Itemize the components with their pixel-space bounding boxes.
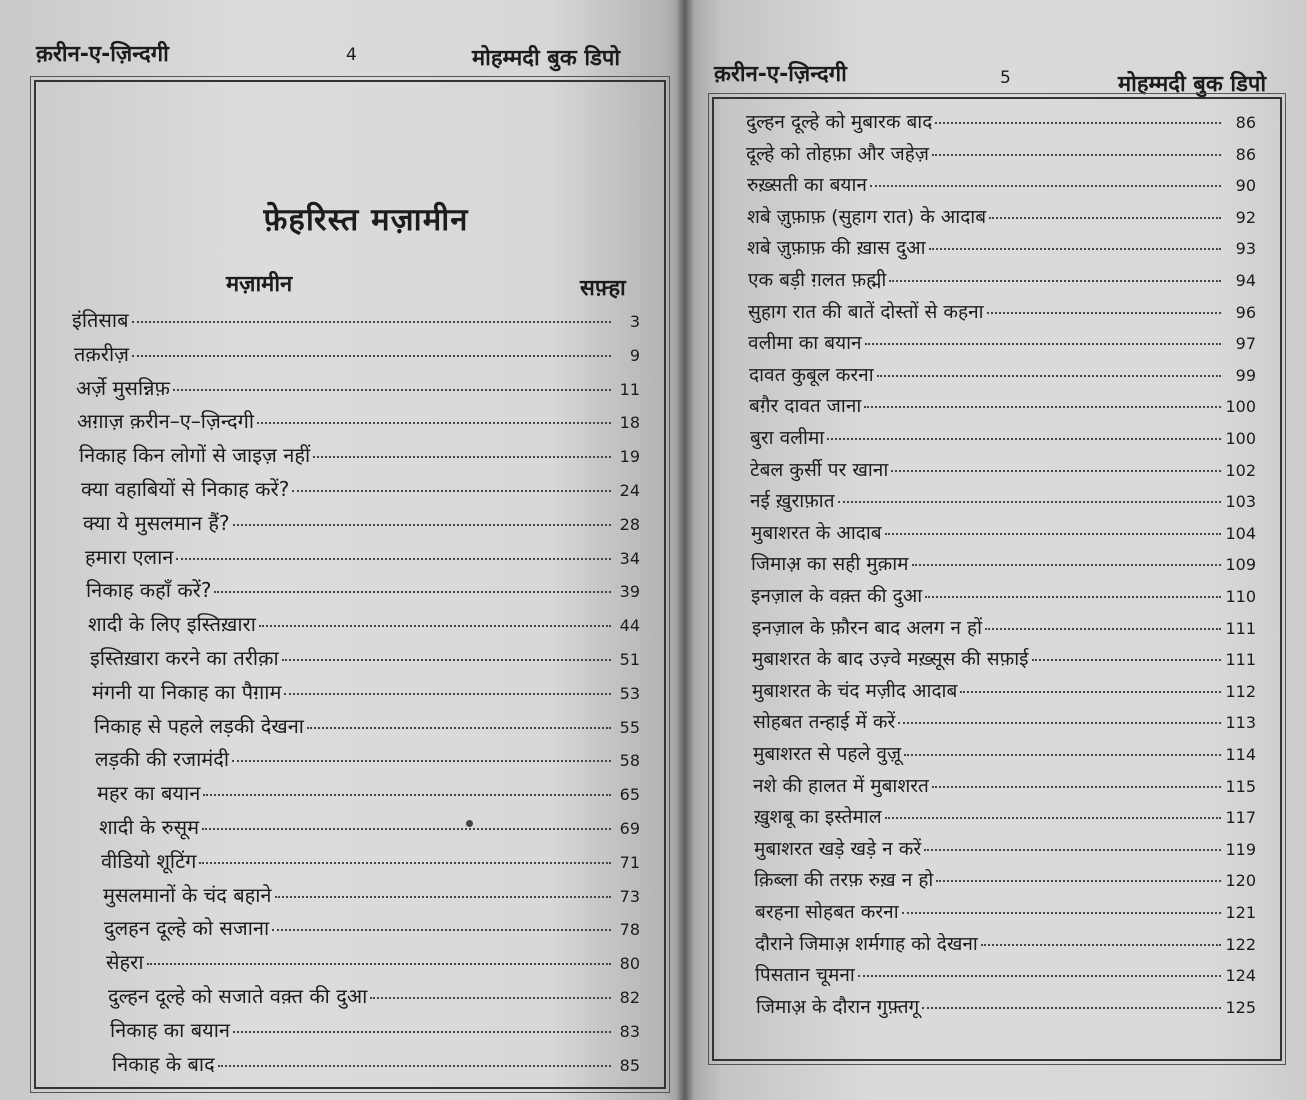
toc-entry-page: 51 (619, 650, 640, 669)
toc-leader-dots (885, 533, 1221, 535)
toc-entry (72, 340, 640, 374)
toc-leader-dots (865, 343, 1221, 345)
toc-entry (72, 982, 640, 1016)
toc-leader-dots (275, 896, 611, 898)
book-gutter (676, 0, 694, 1100)
toc-entry-page: 99 (1235, 365, 1256, 385)
toc-entry (72, 1050, 640, 1084)
toc-leader-dots (132, 321, 611, 323)
toc-entry-page: 115 (1225, 776, 1256, 796)
toc-entry-title: लड़की की रजामंदी (95, 747, 230, 772)
toc-entry (746, 424, 1256, 455)
toc-entry-page: 113 (1225, 713, 1256, 733)
toc-entry-title: नशे की हालत में मुबाशरत (753, 774, 929, 797)
toc-leader-dots (147, 963, 612, 965)
toc-entry-title: हमारा एलान (85, 544, 174, 569)
toc-entry-page: 112 (1225, 681, 1256, 701)
toc-entry-title: शबे ज़ुफ़ाफ़ की ख़ास दुआ (747, 237, 926, 260)
toc-entry-title: सोहबत तन्हाई में करें (753, 711, 896, 734)
toc-entry (72, 712, 640, 746)
toc-entry-title: सेहरा (106, 950, 144, 975)
toc-leader-dots (232, 760, 611, 762)
toc-entry-title: दूल्हे को तोहफ़ा और जहेज़ (746, 142, 929, 165)
left-header-title: क़रीन-ए-ज़िन्दगी (36, 42, 169, 67)
toc-entry (746, 708, 1256, 739)
toc-entry-page: 44 (619, 616, 640, 636)
toc-leader-dots (960, 691, 1221, 693)
toc-entry-page: 114 (1225, 745, 1256, 764)
toc-entry (746, 361, 1256, 392)
toc-leader-dots (987, 312, 1221, 314)
toc-leader-dots (929, 248, 1221, 250)
toc-leader-dots (885, 817, 1221, 819)
left-page-number: 4 (346, 45, 357, 65)
toc-entry-title: निकाह किन लोगों से जाइज़ नहीं (79, 443, 311, 468)
toc-entry-page: 92 (1235, 207, 1256, 227)
toc-entry (746, 203, 1256, 234)
toc-leader-dots (864, 406, 1221, 408)
toc-entry-title: सुहाग रात की बातें दोस्तों से कहना (748, 300, 984, 323)
left-header-publisher: मोहम्मदी बुक डिपो (472, 46, 621, 71)
toc-leader-dots (912, 564, 1221, 566)
toc-leader-dots (985, 628, 1221, 630)
toc-entry (72, 881, 640, 915)
toc-entry-title: पिसतान चूमना (755, 964, 855, 987)
toc-entry-page: 102 (1225, 460, 1256, 480)
toc-entry (746, 993, 1256, 1024)
toc-entry-title: मुसलमानों के चंद बहाने (103, 882, 272, 907)
ink-smudge (466, 820, 473, 827)
toc-entry-title: ख़ुशबू का इस्तेमाल (754, 806, 882, 829)
toc-leader-dots (1032, 659, 1221, 661)
toc-leader-dots (284, 693, 611, 695)
toc-leader-dots (924, 849, 1221, 851)
toc-entry-title: निकाह से पहले लड़की देखना (94, 713, 304, 738)
toc-entry-page: 3 (629, 312, 640, 331)
toc-entry (72, 813, 640, 847)
toc-entry-title: मुबाशरत के चंद मज़ीद आदाब (752, 679, 958, 702)
toc-entry-title: क्या ये मुसलमान हैं? (83, 510, 230, 535)
toc-entry-page: 58 (619, 751, 640, 771)
toc-entry (72, 306, 640, 340)
toc-entry-title: इस्तिख़ारा करने का तरीक़ा (90, 646, 279, 670)
toc-entry (746, 645, 1256, 676)
toc-entry-title: जिमाअ़ के दौरान गुफ़्तगू (756, 995, 920, 1018)
toc-entry (72, 948, 640, 982)
toc-leader-dots (233, 1031, 611, 1033)
toc-leader-dots (858, 975, 1221, 977)
toc-entry-title: रुख़्सती का बयान (747, 174, 867, 197)
toc-entry-title: दुल्हन दूल्हे को सजाते वक़्त की दुआ (108, 984, 368, 1008)
toc-entry (72, 374, 640, 408)
toc-leader-dots (132, 355, 611, 357)
toc-entry-page: 122 (1225, 934, 1256, 954)
toc-entry (746, 898, 1256, 929)
toc-leader-dots (203, 794, 611, 796)
toc-entry (746, 614, 1256, 645)
toc-leader-dots (932, 154, 1221, 156)
toc-entry-title: निकाह का बयान (110, 1017, 230, 1042)
toc-entry-page: 24 (619, 481, 640, 500)
toc-entry-page: 93 (1235, 239, 1256, 259)
toc-leader-dots (313, 456, 611, 458)
toc-entry-page: 109 (1225, 555, 1256, 575)
toc-entry (746, 550, 1256, 581)
toc-leader-dots (292, 490, 611, 492)
toc-entry (746, 835, 1256, 866)
toc-entry-page: 94 (1235, 271, 1256, 290)
toc-entry-page: 11 (619, 379, 640, 399)
toc-entry-page: 90 (1235, 176, 1256, 196)
toc-entry-page: 53 (619, 683, 640, 703)
toc-entry-page: 82 (619, 988, 640, 1007)
toc-leader-dots (370, 997, 611, 999)
toc-entry-title: अग़ाज़ क़रीन–ए–ज़िन्दगी (77, 409, 255, 434)
toc-entry-title: वलीमा का बयान (748, 332, 862, 355)
toc-leader-dots (870, 185, 1221, 187)
toc-entry-title: क़िब्ला की तरफ़ रुख़ न हो (754, 869, 934, 892)
toc-leader-dots (932, 786, 1221, 788)
toc-entry-title: दुलहन दूल्हे को सजाना (104, 916, 270, 941)
toc-entry-title: एक बड़ी ग़लत फ़ह्मी (748, 269, 887, 291)
toc-leader-dots (827, 438, 1221, 440)
toc-entry-title: दुल्हन दूल्हे को मुबारक बाद (746, 111, 933, 133)
right-header-publisher: मोहम्मदी बुक डिपो (1118, 72, 1267, 97)
toc-leader-dots (989, 217, 1221, 219)
toc-entry-page: 96 (1235, 302, 1256, 322)
toc-entry-title: इनज़ाल के वक़्त की दुआ (751, 585, 923, 607)
toc-entry (72, 678, 640, 712)
toc-entry-page: 65 (619, 785, 640, 805)
toc-entry (72, 543, 640, 577)
toc-entry-page: 100 (1225, 397, 1256, 417)
right-header-title: क़रीन-ए-ज़िन्दगी (714, 62, 847, 87)
toc-entry-title: मुबाशरत के आदाब (751, 521, 882, 544)
toc-entry (746, 171, 1256, 202)
toc-entry (746, 582, 1256, 613)
toc-leader-dots (214, 591, 611, 593)
toc-entry (72, 745, 640, 779)
toc-entry (746, 740, 1256, 771)
toc-entry-page: 124 (1225, 966, 1256, 986)
toc-entry (746, 456, 1256, 487)
toc-leader-dots (176, 558, 611, 560)
toc-entry (746, 866, 1256, 897)
toc-entry-title: मुबाशरत से पहले वुज़ू (753, 743, 902, 765)
toc-entry-page: 80 (619, 954, 640, 974)
toc-entry-title: मुबाशरत के बाद उज़्वे मख़्सूस की सफ़ाई (752, 648, 1029, 671)
toc-entry (72, 847, 640, 881)
toc-entry-page: 100 (1225, 429, 1256, 448)
toc-entry-title: टेबल कुर्सी पर खाना (750, 458, 889, 481)
toc-entry (72, 644, 640, 678)
toc-entry (746, 772, 1256, 803)
toc-entry-title: क्या वहाबियों से निकाह करें? (81, 477, 290, 501)
toc-entry-title: नई ख़ुराफ़ात (750, 490, 835, 513)
toc-entry-page: 111 (1225, 618, 1256, 638)
toc-entry (72, 576, 640, 610)
toc-entry-page: 69 (619, 819, 640, 838)
toc-leader-dots (233, 524, 611, 526)
toc-leader-dots (904, 754, 1221, 756)
right-page-number: 5 (1000, 68, 1011, 88)
toc-entry (746, 392, 1256, 423)
toc-leader-dots (898, 722, 1221, 724)
toc-entry (746, 329, 1256, 360)
toc-entry-page: 85 (619, 1055, 640, 1075)
toc-leader-dots (307, 727, 611, 729)
toc-entry (72, 914, 640, 948)
toc-entry-page: 97 (1235, 334, 1256, 354)
toc-entry-page: 19 (619, 447, 640, 467)
toc-entry-page: 83 (619, 1021, 640, 1041)
toc-entry (72, 475, 640, 509)
toc-entry (746, 140, 1256, 171)
toc-entry-page: 78 (619, 920, 640, 940)
toc-entry-title: निकाह कहाँ करें? (86, 578, 212, 603)
toc-entry-page: 39 (619, 582, 640, 602)
toc-entry-title: अर्ज़े मुसन्निफ़ (76, 375, 170, 400)
toc-entry-title: दौराने जिमाअ़ शर्मगाह को देखना (755, 932, 978, 955)
toc-entry (72, 441, 640, 475)
toc-leader-dots (922, 1007, 1221, 1009)
toc-entry-title: शबे ज़ुफ़ाफ़ (सुहाग रात) के आदाब (747, 205, 987, 228)
toc-leader-dots (889, 280, 1221, 282)
toc-entry-title: इंतिसाब (72, 308, 129, 332)
toc-entry-page: 111 (1225, 650, 1256, 670)
toc-leader-dots (891, 470, 1221, 472)
toc-entry-title: वीडियो शूटिंग (101, 848, 197, 873)
toc-entry (746, 519, 1256, 550)
toc-entry-title: मुबाशरत खड़े खड़े न करें (754, 837, 922, 860)
toc-entry-page: 120 (1225, 871, 1256, 891)
toc-leader-dots (218, 1065, 611, 1067)
toc-entry (72, 407, 640, 441)
toc-entry-page: 103 (1225, 492, 1256, 512)
toc-entry-page: 71 (619, 852, 640, 872)
toc-entry (746, 234, 1256, 265)
toc-leader-dots (259, 625, 611, 627)
toc-entry-title: बुरा वलीमा (750, 427, 825, 449)
toc-leader-dots (173, 389, 611, 391)
toc-leader-dots (925, 596, 1221, 598)
toc-entry-title: दावत कुबूल करना (749, 363, 874, 386)
toc-entry-title: निकाह के बाद (112, 1051, 215, 1076)
toc-leader-dots (282, 659, 611, 661)
toc-entry-page: 34 (619, 548, 640, 568)
toc-entry (746, 266, 1256, 297)
toc-entry (72, 1016, 640, 1050)
toc-leader-dots (877, 375, 1221, 377)
toc-entry-page: 86 (1235, 144, 1256, 164)
toc-entry-title: महर का बयान (97, 781, 201, 806)
toc-entry (746, 803, 1256, 834)
toc-entry (746, 677, 1256, 708)
toc-entry-title: शादी के रुसूम (99, 815, 200, 839)
toc-leader-dots (902, 912, 1221, 914)
toc-entry-page: 18 (619, 413, 640, 433)
toc-entry (72, 509, 640, 543)
toc-leader-dots (257, 422, 611, 424)
toc-entry-page: 9 (629, 345, 640, 365)
toc-entry-page: 125 (1225, 997, 1256, 1017)
toc-entry-page: 110 (1225, 587, 1256, 606)
toc-entry-page: 119 (1225, 839, 1256, 859)
toc-entry (746, 961, 1256, 992)
toc-entry-page: 55 (619, 717, 640, 737)
toc-leader-dots (838, 501, 1221, 503)
toc-entry-title: बरहना सोहबत करना (755, 901, 899, 923)
toc-leader-dots (936, 880, 1221, 882)
toc-title: फ़ेहरिस्त मज़ामीन (263, 202, 469, 238)
toc-entry-title: जिमाअ़ का सही मुक़ाम (751, 553, 909, 576)
toc-column-page: सफ़्हा (580, 276, 626, 301)
toc-entry-title: तक़रीज़ (74, 341, 129, 366)
toc-entry-page: 28 (619, 514, 640, 534)
toc-entry (746, 108, 1256, 139)
toc-leader-dots (272, 929, 611, 931)
toc-leader-dots (981, 944, 1221, 946)
toc-entry (72, 610, 640, 644)
toc-entry-title: मंगनी या निकाह का पैग़ाम (92, 679, 282, 704)
toc-entry (746, 930, 1256, 961)
toc-entry-page: 73 (619, 886, 640, 906)
toc-entry-page: 117 (1225, 808, 1256, 828)
toc-entry (72, 779, 640, 813)
toc-entry-title: इनज़ाल के फ़ौरन बाद अलग न हों (752, 616, 982, 639)
toc-leader-dots (935, 122, 1221, 124)
toc-entry-title: शादी के लिए इस्तिख़ारा (88, 612, 256, 637)
toc-entry-title: बग़ैर दावत जाना (749, 395, 862, 418)
toc-entry (746, 487, 1256, 518)
toc-entry-page: 86 (1235, 113, 1256, 132)
toc-column-topics: मज़ामीन (226, 272, 293, 297)
toc-entry-page: 121 (1225, 903, 1256, 922)
toc-entry-page: 104 (1225, 523, 1256, 543)
toc-entry (746, 298, 1256, 329)
toc-leader-dots (202, 828, 611, 830)
toc-leader-dots (199, 862, 611, 864)
